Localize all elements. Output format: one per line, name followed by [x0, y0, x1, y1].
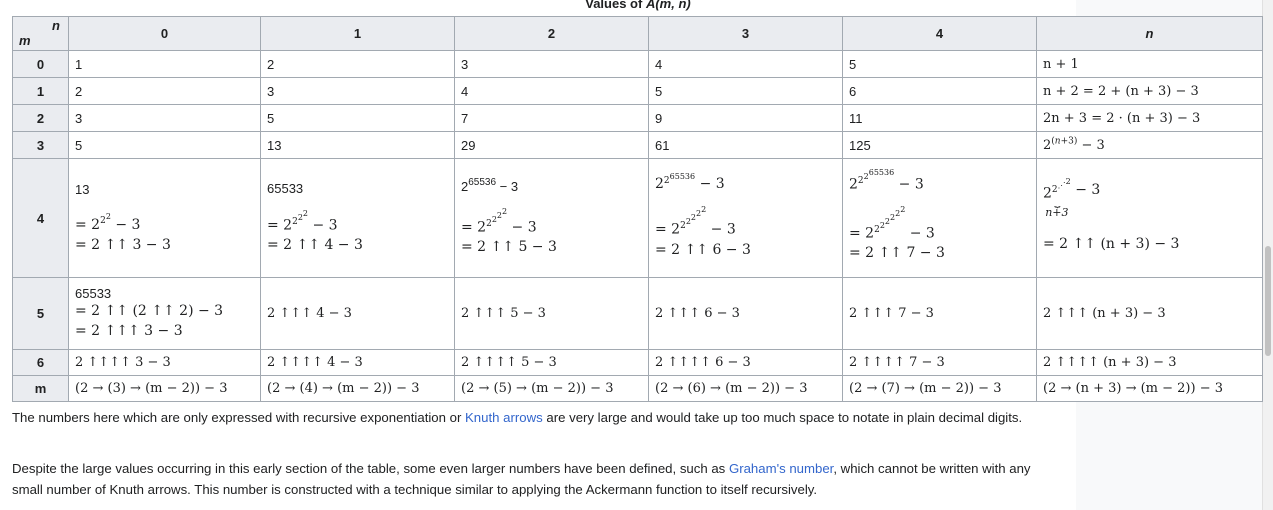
table-cell: 1 — [69, 51, 261, 78]
table-cell: 61 — [649, 132, 843, 159]
table-cell: n + 2 = 2 + (n + 3) − 3 — [1037, 78, 1263, 105]
table-cell: 7 — [455, 105, 649, 132]
table-cell: 29 — [455, 132, 649, 159]
table-cell: 13 — [261, 132, 455, 159]
corner-cell: n m — [13, 17, 69, 51]
table-cell: 3 — [455, 51, 649, 78]
table-cell: 2 ↑↑↑ 4 − 3 — [261, 278, 455, 350]
row-header: 0 — [13, 51, 69, 78]
col-header: 1 — [261, 17, 455, 51]
row-header: 2 — [13, 105, 69, 132]
paragraph-knuth: The numbers here which are only expressed with recursive exponentiation or Knuth arrows are very large and would take up too much space to notate in plain decimal digits. — [12, 410, 1023, 425]
paragraph-graham: Despite the large values occurring in this early section of the table, some even larger numbers have been defined, such as Graham's number, which cannot be written with any small number of Knuth arrows. This number is constructed with a technique similar to applying the Ackermann function to itself recursively. — [12, 461, 1031, 497]
row-header: m — [13, 376, 69, 402]
table-cell: (2 → (4) → (m − 2)) − 3 — [261, 376, 455, 402]
scroll-thumb[interactable] — [1265, 246, 1271, 356]
table-cell: 2n + 3 = 2 · (n + 3) − 3 — [1037, 105, 1263, 132]
table-cell: 5 — [649, 78, 843, 105]
table-row — [13, 132, 1263, 159]
table-cell: $2^{65536} - 3$ = $2^{2^{2^{2^2}}} - 3$ = 2 ↑↑ 5 − 3 — [455, 159, 649, 278]
table-row — [13, 278, 1263, 350]
row-header: 1 — [13, 78, 69, 105]
table-cell: n + 1 — [1037, 51, 1263, 78]
table-cell: $2^{(n+3)} - 3$ — [1037, 132, 1263, 159]
table-cell: $2^{2^{2^{65536}}} - 3$ = $2^{2^{2^{2^{2^{2^2}}}}} - 3$ = 2 ↑↑ 7 − 3 — [843, 159, 1037, 278]
row-header: 6 — [13, 350, 69, 376]
table-cell: 6 — [843, 78, 1037, 105]
table-cell: 5 — [69, 132, 261, 159]
table-cell: 125 — [843, 132, 1037, 159]
ackermann-table — [12, 16, 1263, 402]
table-cell: (2 → (7) → (m − 2)) − 3 — [843, 376, 1037, 402]
table-cell: 11 — [843, 105, 1037, 132]
table-cell: $2^{2^{⋰^2}}$ ⏟ n+3 − 3 = 2 ↑↑ (n + 3) − 3 — [1037, 159, 1263, 278]
table-cell: 2 — [261, 51, 455, 78]
knuth-arrows-link[interactable]: Knuth arrows — [465, 410, 543, 425]
header-row — [13, 17, 1263, 51]
table-cell: 5 — [843, 51, 1037, 78]
table-cell: 2 ↑↑↑ 7 − 3 — [843, 278, 1037, 350]
scrollbar[interactable] — [1262, 0, 1273, 510]
table-cell: 3 — [261, 78, 455, 105]
table-row — [13, 78, 1263, 105]
table-row — [13, 376, 1263, 402]
table-cell: 65533 = 2 ↑↑ (2 ↑↑ 2) − 3 = 2 ↑↑↑ 3 − 3 — [69, 278, 261, 350]
row-header: 5 — [13, 278, 69, 350]
col-header: n — [1037, 17, 1263, 51]
grahams-number-link[interactable]: Graham's number — [728, 461, 834, 476]
table-cell: 2 ↑↑↑ 6 − 3 — [649, 278, 843, 350]
table-cell: 2 ↑↑↑↑ 4 − 3 — [261, 350, 455, 376]
table-cell: 2 ↑↑↑↑ (n + 3) − 3 — [1037, 350, 1263, 376]
table-cell: 2 ↑↑↑ (n + 3) − 3 — [1037, 278, 1263, 350]
tower-brace: $2^{2^{⋰^2}}$ ⏟ n+3 — [1043, 176, 1071, 220]
col-header: 0 — [69, 17, 261, 51]
table-cell: (2 → (n + 3) → (m − 2)) − 3 — [1037, 376, 1263, 402]
table-cell: $2^{2^{65536}} - 3$ = $2^{2^{2^{2^{2^2}}}} - 3$ = 2 ↑↑ 6 − 3 — [649, 159, 843, 278]
table-cell: 2 ↑↑↑↑ 6 − 3 — [649, 350, 843, 376]
row-header: 3 — [13, 132, 69, 159]
row-header: 4 — [13, 159, 69, 278]
table-cell: 13 = $2^{2^2} - 3$ = 2 ↑↑ 3 − 3 — [69, 159, 261, 278]
table-row — [13, 51, 1263, 78]
col-header: 3 — [649, 17, 843, 51]
table-cell: (2 → (3) → (m − 2)) − 3 — [69, 376, 261, 402]
table-cell: 65533 = $2^{2^{2^2}} - 3$ = 2 ↑↑ 4 − 3 — [261, 159, 455, 278]
table-cell: 3 — [69, 105, 261, 132]
table-cell: 9 — [649, 105, 843, 132]
table-cell: 4 — [455, 78, 649, 105]
col-header: 2 — [455, 17, 649, 51]
table-row — [13, 350, 1263, 376]
table-cell: 2 — [69, 78, 261, 105]
table-cell: (2 → (6) → (m − 2)) − 3 — [649, 376, 843, 402]
table-cell: 2 ↑↑↑ 5 − 3 — [455, 278, 649, 350]
table-caption: Values of A(m, n) — [585, 0, 691, 11]
table-row — [13, 105, 1263, 132]
table-cell: 2 ↑↑↑↑ 3 − 3 — [69, 350, 261, 376]
table-cell: 2 ↑↑↑↑ 5 − 3 — [455, 350, 649, 376]
table-cell: 4 — [649, 51, 843, 78]
table-cell: (2 → (5) → (m − 2)) − 3 — [455, 376, 649, 402]
table-cell: 5 — [261, 105, 455, 132]
col-header: 4 — [843, 17, 1037, 51]
table-row — [13, 159, 1263, 278]
table-cell: 2 ↑↑↑↑ 7 − 3 — [843, 350, 1037, 376]
